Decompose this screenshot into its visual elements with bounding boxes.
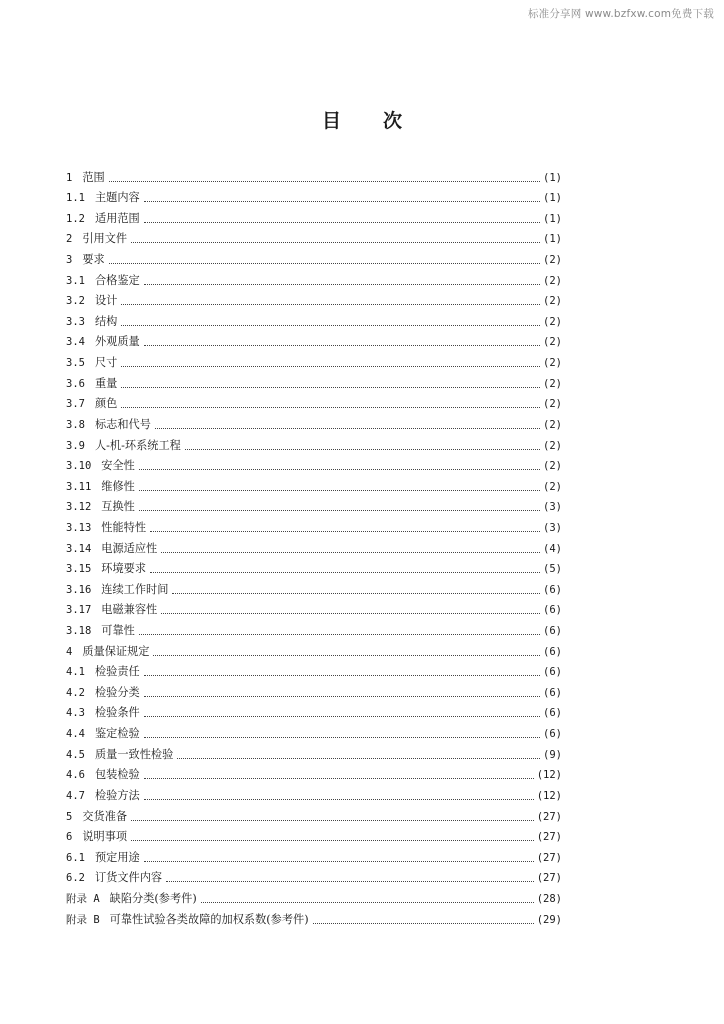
toc-entry-page: (6) (543, 604, 562, 617)
toc-entry-number: 3.12 (66, 501, 92, 514)
toc-entry-label: 连续工作时间 (101, 582, 169, 596)
toc-entry-label: 重量 (94, 376, 118, 390)
toc-entry[interactable] (66, 782, 562, 803)
toc-entry-number: 附录 A (66, 892, 100, 905)
toc-entry-label: 鉴定检验 (94, 727, 140, 741)
dot-leader (144, 696, 540, 697)
toc-entry-label: 检验分类 (94, 685, 140, 699)
toc-entry-page: (2) (543, 357, 562, 370)
toc-entry[interactable] (66, 824, 562, 845)
dot-leader (144, 716, 540, 717)
toc-entry-number: 3.3 (66, 315, 85, 328)
dot-leader (121, 304, 540, 305)
toc-entry-number: 6 (66, 831, 73, 844)
dot-leader (131, 242, 540, 243)
toc-entry-label: 检验责任 (94, 665, 140, 679)
toc-entry-label: 检验条件 (94, 706, 140, 720)
dot-leader (161, 613, 540, 614)
toc-entry[interactable] (66, 535, 562, 556)
toc-entry-label: 尺寸 (94, 356, 118, 370)
toc-entry-page: (9) (543, 748, 562, 761)
toc-entry-page: (6) (543, 707, 562, 720)
toc-entry-page: (5) (543, 563, 562, 576)
dot-leader (144, 778, 534, 779)
watermark-text: 标准分享网 www.bzfxw.com免费下载 (527, 8, 714, 20)
dot-leader (144, 284, 540, 285)
toc-entry[interactable] (66, 679, 562, 700)
toc-entry-label: 范围 (82, 170, 105, 184)
dot-leader (139, 510, 540, 511)
dot-leader (139, 634, 540, 635)
toc-entry-number: 4.2 (66, 686, 85, 699)
dot-leader (201, 902, 534, 903)
toc-entry-label: 电源适应性 (101, 541, 158, 555)
toc-entry-label: 维修性 (101, 479, 135, 493)
page-title-char-2: 次 (383, 110, 403, 132)
toc-entry[interactable] (66, 494, 562, 515)
toc-entry-page: (2) (543, 398, 562, 411)
toc-entry[interactable] (66, 700, 562, 721)
dot-leader (153, 655, 540, 656)
toc-entry-number: 3.6 (66, 377, 85, 390)
toc-entry-label: 外观质量 (94, 335, 140, 349)
dot-leader (121, 366, 540, 367)
toc-entry-label: 质量一致性检验 (94, 747, 174, 761)
toc-entry-number: 3 (66, 254, 73, 267)
toc-entry-page: (2) (543, 439, 562, 452)
toc-entry-page: (2) (543, 254, 562, 267)
toc-entry-label: 主题内容 (94, 191, 140, 205)
toc-entry-number: 1.2 (66, 212, 85, 225)
toc-entry[interactable] (66, 906, 562, 927)
toc-entry-page: (1) (543, 192, 562, 205)
toc-entry-number: 4.3 (66, 707, 85, 720)
toc-entry-page: (6) (543, 583, 562, 596)
dot-leader (144, 799, 534, 800)
toc-entry[interactable] (66, 597, 562, 618)
toc-entry-page: (2) (543, 336, 562, 349)
toc-entry[interactable] (66, 844, 562, 865)
toc-entry-page: (2) (543, 315, 562, 328)
dot-leader (139, 469, 540, 470)
toc-entry[interactable] (66, 349, 562, 370)
toc-entry-label: 引用文件 (82, 232, 128, 246)
page-title (0, 106, 724, 133)
toc-entry-page: (28) (536, 892, 562, 905)
toc-entry-label: 安全性 (101, 459, 135, 473)
toc-entry-number: 3.17 (66, 604, 92, 617)
dot-leader (144, 201, 540, 202)
toc-entry-number: 1 (66, 171, 73, 184)
toc-entry[interactable] (66, 720, 562, 741)
dot-leader (155, 428, 540, 429)
dot-leader (185, 449, 540, 450)
toc-entry-label: 电磁兼容性 (101, 603, 158, 617)
toc-entry-page: (3) (543, 521, 562, 534)
page-title-char-1: 目 (321, 110, 341, 132)
toc-entry[interactable] (66, 370, 562, 391)
toc-entry-number: 3.15 (66, 563, 92, 576)
toc-entry-number: 3.5 (66, 357, 85, 370)
toc-entry[interactable] (66, 267, 562, 288)
toc-entry-page: (27) (536, 831, 562, 844)
toc-entry-number: 附录 B (66, 913, 100, 926)
dot-leader (139, 490, 540, 491)
toc-entry[interactable] (66, 205, 562, 226)
toc-entry-page: (2) (543, 480, 562, 493)
toc-entry-label: 要求 (82, 253, 105, 267)
toc-entry-number: 3.16 (66, 583, 92, 596)
toc-entry-label: 可靠性试验各类故障的加权系数(参考件) (109, 912, 309, 926)
toc-entry-page: (2) (543, 418, 562, 431)
toc-entry-label: 包装检验 (94, 768, 140, 782)
toc-entry-label: 性能特性 (101, 520, 147, 534)
toc-entry-label: 缺陷分类(参考件) (109, 891, 197, 905)
toc-entry[interactable] (66, 308, 562, 329)
dot-leader (177, 758, 540, 759)
toc-entry-page: (6) (543, 666, 562, 679)
toc-entry-label: 互换性 (101, 500, 135, 514)
table-of-contents (66, 164, 562, 927)
toc-entry[interactable] (66, 638, 562, 659)
toc-entry-label: 交货准备 (82, 809, 128, 823)
toc-entry-label: 订货文件内容 (94, 871, 163, 885)
toc-entry[interactable] (66, 885, 562, 906)
toc-entry-number: 4 (66, 645, 73, 658)
toc-entry-page: (6) (543, 625, 562, 638)
toc-entry-number: 3.4 (66, 336, 85, 349)
dot-leader (121, 407, 540, 408)
toc-entry-label: 质量保证规定 (82, 644, 150, 658)
dot-leader (144, 861, 534, 862)
toc-entry-page: (3) (543, 501, 562, 514)
toc-entry-page: (27) (536, 810, 562, 823)
toc-entry-page: (1) (543, 212, 562, 225)
dot-leader (144, 345, 540, 346)
toc-entry-page: (27) (536, 872, 562, 885)
toc-entry-page: (1) (543, 171, 562, 184)
toc-entry-number: 1.1 (66, 192, 85, 205)
toc-entry-page: (4) (543, 542, 562, 555)
toc-entry-page: (2) (543, 377, 562, 390)
dot-leader (150, 531, 540, 532)
toc-entry-label: 合格鉴定 (94, 273, 140, 287)
dot-leader (131, 820, 534, 821)
toc-entry-number: 2 (66, 233, 73, 246)
toc-entry[interactable] (66, 556, 562, 577)
toc-entry[interactable] (66, 514, 562, 535)
toc-entry-page: (2) (543, 295, 562, 308)
toc-entry-label: 环境要求 (101, 562, 147, 576)
toc-entry[interactable] (66, 659, 562, 680)
toc-entry-number: 6.2 (66, 872, 85, 885)
toc-entry-label: 适用范围 (94, 211, 140, 225)
toc-entry-page: (12) (536, 769, 562, 782)
toc-entry-number: 6.1 (66, 851, 85, 864)
toc-entry[interactable] (66, 576, 562, 597)
toc-entry[interactable] (66, 617, 562, 638)
dot-leader (121, 387, 540, 388)
dot-leader (172, 593, 540, 594)
toc-entry-page: (12) (536, 789, 562, 802)
dot-leader (313, 923, 534, 924)
toc-entry-label: 结构 (94, 314, 118, 328)
toc-entry[interactable] (66, 453, 562, 474)
toc-entry-label: 说明事项 (82, 830, 128, 844)
toc-entry-number: 5 (66, 810, 73, 823)
toc-entry-page: (29) (536, 913, 562, 926)
toc-entry-label: 预定用途 (94, 850, 140, 864)
toc-entry-number: 4.7 (66, 789, 85, 802)
dot-leader (166, 881, 534, 882)
dot-leader (150, 572, 540, 573)
toc-entry-page: (6) (543, 686, 562, 699)
toc-entry-number: 3.1 (66, 274, 85, 287)
toc-entry-page: (2) (543, 274, 562, 287)
toc-entry-number: 3.8 (66, 418, 85, 431)
toc-entry[interactable] (66, 803, 562, 824)
toc-entry-page: (6) (543, 728, 562, 741)
toc-entry-number: 3.11 (66, 480, 92, 493)
toc-entry-number: 4.1 (66, 666, 85, 679)
toc-entry-number: 3.13 (66, 521, 92, 534)
toc-entry[interactable] (66, 432, 562, 453)
toc-entry-label: 可靠性 (101, 624, 135, 638)
toc-entry-label: 人-机-环系统工程 (94, 438, 181, 452)
toc-entry[interactable] (66, 288, 562, 309)
toc-entry-number: 3.2 (66, 295, 85, 308)
toc-entry-number: 3.7 (66, 398, 85, 411)
toc-entry[interactable] (66, 329, 562, 350)
dot-leader (109, 181, 540, 182)
toc-entry[interactable] (66, 865, 562, 886)
toc-entry[interactable] (66, 741, 562, 762)
toc-entry[interactable] (66, 164, 562, 185)
dot-leader (144, 675, 540, 676)
toc-entry-label: 设计 (94, 294, 118, 308)
toc-entry-number: 3.10 (66, 460, 92, 473)
toc-entry-number: 4.5 (66, 748, 85, 761)
toc-entry-page: (27) (536, 851, 562, 864)
dot-leader (144, 222, 540, 223)
toc-entry-label: 标志和代号 (94, 417, 151, 431)
toc-entry[interactable] (66, 391, 562, 412)
dot-leader (109, 263, 540, 264)
toc-entry[interactable] (66, 226, 562, 247)
toc-entry[interactable] (66, 473, 562, 494)
toc-entry[interactable] (66, 185, 562, 206)
toc-entry[interactable] (66, 246, 562, 267)
toc-entry-number: 3.14 (66, 542, 92, 555)
toc-entry[interactable] (66, 411, 562, 432)
toc-entry-page: (2) (543, 460, 562, 473)
toc-entry-label: 检验方法 (94, 788, 140, 802)
toc-entry-number: 4.4 (66, 728, 85, 741)
toc-entry-number: 4.6 (66, 769, 85, 782)
toc-entry-number: 3.18 (66, 625, 92, 638)
toc-entry-number: 3.9 (66, 439, 85, 452)
toc-entry-page: (6) (543, 645, 562, 658)
dot-leader (161, 552, 540, 553)
dot-leader (131, 840, 534, 841)
toc-entry[interactable] (66, 762, 562, 783)
dot-leader (121, 325, 540, 326)
dot-leader (144, 737, 540, 738)
toc-entry-page: (1) (543, 233, 562, 246)
toc-entry-label: 颜色 (94, 397, 118, 411)
